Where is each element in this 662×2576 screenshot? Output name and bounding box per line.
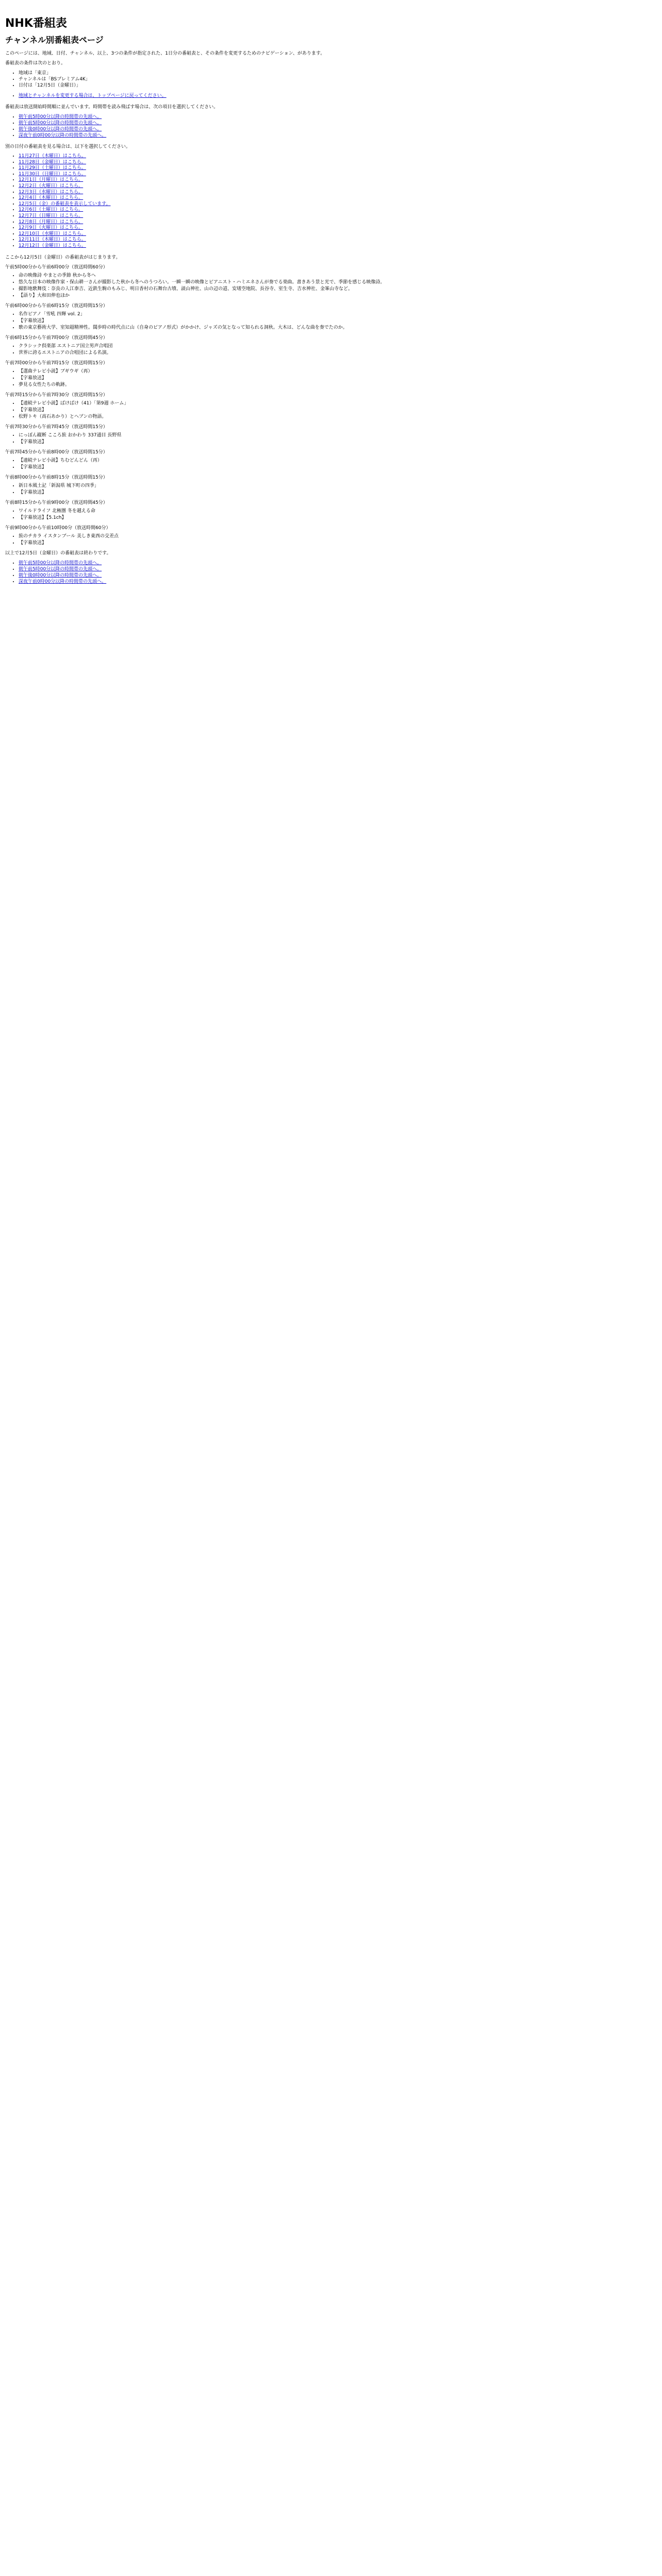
program-line: • 【字幕放送】 [19,407,657,413]
program-line: • 【字幕放送】 [19,540,657,546]
top-page-link[interactable]: 地域とチャンネルを変更する場合は、トップページに戻ってください。 [19,93,167,98]
program-line: • 歌の東京藝術大学、室知超精神性。闊歩時の時代点に山（自身のピアノ形式）がかかけ、ジャズの気となって知られる洞秋。大木は、どんな曲を奏でたのか。 [19,325,657,331]
program-entry [5,500,657,521]
time-nav-links [5,114,657,139]
program-time: 午前5時00分から午前6時00分（放送時間60分） [5,264,108,270]
program-line: • 命の映像詩 やまとの季節 秋から冬へ [19,273,657,279]
program-entry [5,303,657,331]
bottom-time-links [5,560,657,585]
bottom-link-item [19,572,657,579]
date-nav-note: 別の日付の番組表を見る場合は、以下を選択してください。 [5,144,131,149]
date-link-item [19,190,657,196]
date-link-item [19,237,657,243]
program-line: • 新日本風土記「新潟県 城下町の四季」 [19,483,657,489]
program-line: • 【連続テレビ小説】ばけばけ（41）「第9週 ホーム」 [19,400,657,406]
program-line: • にっぽん縦断 こころ旅 おかわり 337通目 長野県 [19,432,657,438]
program-body [5,432,657,445]
date-link-item [19,207,657,213]
bottom-link-item [19,560,657,566]
program-entry [5,264,657,299]
time-link-midnight[interactable]: 深夜午前0時00分以降の時間帯の先頭へ。 [19,133,107,138]
conditions-list [5,70,657,89]
program-line: • 【語り】大和田伸也ほか [19,293,657,299]
date-link[interactable]: 12月3日（水曜日）はこちら。 [19,189,84,195]
program-entry [5,335,657,356]
date-link[interactable]: 12月11日（木曜日）はこちら。 [19,237,86,243]
date-link[interactable]: 12月6日（土曜日）はこちら。 [19,207,84,213]
program-line: • 【連続テレビ小説】ちむどんどん（再） [19,457,657,464]
program-time: 午前9時00分から午前10時00分（放送時間60分） [5,525,111,531]
change-link-list [5,93,657,99]
bottom-link[interactable]: 朝午前5時00分以降の時間帯の先頭へ。 [19,566,102,572]
bottom-link[interactable]: 深夜午前0時00分以降の時間帯の先頭へ。 [19,579,107,584]
date-link-item [19,154,657,160]
program-entry [5,392,657,420]
condition-date: • 日付は「12月5日（金曜日）」 [19,82,657,89]
time-link-item [19,120,657,126]
program-body [5,273,657,299]
date-link[interactable]: 12月8日（月曜日）はこちら。 [19,219,84,225]
program-line: • 【字幕放送】 [19,489,657,496]
program-line: • 【字幕放送】 [19,318,657,324]
date-nav-links [5,154,657,249]
time-link-item [19,114,657,120]
date-link-item [19,213,657,219]
program-body [5,483,657,496]
time-nav-note: 番組表は放送開始時間順に並んでいます。時間帯を読み飛ばす場合は、次の項目を選択してください。 [5,105,219,110]
intro-text: このページには、地域、日付、チャンネル、以上、3つの条件が指定された、1日分の番組表と、その条件を変更するためのナビゲーション、があります。 [5,51,325,56]
program-line: • 悠久な日本の映像作家・保山耕一さんが撮影した秋から冬へのうつろい。一瞬一瞬の映像とピアニスト・ハミエネさんが奏でる楽曲。書きあう景と光で、季節を感じる映像詩。 [19,279,657,285]
date-link[interactable]: 12月7日（日曜日）はこちら。 [19,213,84,218]
program-entry [5,360,657,388]
change-link-item [19,93,657,99]
program-time: 午前7時30分から午前7時45分（放送時間15分） [5,424,108,430]
program-body [5,508,657,521]
program-time: 午前7時45分から午前8時00分（放送時間15分） [5,449,108,455]
date-link[interactable]: 11月30日（日曜日）はこちら。 [19,171,86,177]
program-entry [5,525,657,546]
date-link-item [19,177,657,183]
program-body [5,533,657,546]
program-line: • 旅のチカラ イスタンブール 美しき東西の交差点 [19,533,657,539]
bottom-link-item [19,579,657,585]
date-link-item [19,225,657,231]
page-title: NHK番組表 [5,17,67,30]
date-link[interactable]: 12月1日（月曜日）はこちら。 [19,177,84,183]
program-time: 午前6時00分から午前6時15分（放送時間15分） [5,303,108,309]
date-link-item [19,243,657,249]
program-line: • ワイルドライフ 北極圏 冬を越える命 [19,508,657,514]
page-subtitle: チャンネル別番組表ページ [5,35,104,45]
program-list [5,264,657,546]
date-link-current[interactable]: 12月5日（金）の番組表を表示しています。 [19,201,111,207]
program-line: • 【字幕放送】 [19,375,657,381]
program-time: 午前7時15分から午前7時30分（放送時間15分） [5,392,108,398]
conditions-heading: 番組表の条件は次のとおり。 [5,61,66,66]
date-link[interactable]: 11月28日（金曜日）はこちら。 [19,159,86,165]
program-line: • 【字幕放送】 [19,439,657,445]
time-link-morning-2[interactable]: 朝午前5時00分以降の時間帯の先頭へ。 [19,121,102,126]
program-entry [5,449,657,470]
date-link-item [19,172,657,178]
page-root [0,0,662,585]
program-entry [5,474,657,496]
program-body [5,368,657,388]
date-link[interactable]: 12月9日（火曜日）はこちら。 [19,225,84,231]
date-link-item [19,195,657,201]
list-start-note: ここから12月5日（金曜日）の番組表がはじまります。 [5,255,121,260]
time-link-item [19,126,657,132]
date-link-item [19,160,657,166]
program-body [5,400,657,420]
date-link[interactable]: 11月27日（木曜日）はこちら。 [19,154,86,159]
program-line: • 夢見る女性たちの軌跡。 [19,382,657,388]
bottom-link[interactable]: 朝午後0時00分以降の時間帯の先頭へ。 [19,572,102,578]
program-line: • 世界に誇るエストニアの合唱団による名演。 [19,350,657,356]
time-link-item [19,132,657,139]
date-link-item [19,231,657,238]
program-time: 午前8時15分から午前9時00分（放送時間45分） [5,500,108,505]
program-line: • 松野トキ（高石あかり）とヘブンの物語。 [19,414,657,420]
program-line: • 【選曲テレビ小説】ブギウギ（再） [19,368,657,375]
list-end-note: 以上で12月5日（金曜日）の番組表は終わりです。 [5,550,111,556]
program-time: 午前8時00分から午前8時15分（放送時間15分） [5,474,108,480]
time-link-morning[interactable]: 朝午前5時00分以降の時間帯の先頭へ。 [19,114,102,120]
program-line: • 【字幕放送】【5.1ch】 [19,515,657,521]
date-link-item [19,219,657,226]
program-line: • 【字幕放送】 [19,464,657,470]
condition-channel: • チャンネルは「BSプレミアム4K」 [19,76,657,82]
date-link-item [19,183,657,190]
date-link[interactable]: 12月12日（金曜日）はこちら。 [19,243,86,248]
program-entry [5,424,657,445]
program-line: • クラシック倶楽部 エストニア国立男声合唱団 [19,343,657,349]
date-link[interactable]: 11月29日（土曜日）はこちら。 [19,165,86,171]
program-body [5,311,657,331]
program-body [5,343,657,356]
program-body [5,457,657,470]
date-link[interactable]: 12月2日（火曜日）はこちら。 [19,183,84,189]
program-line: • 名作ピアノ「雪吼 四輝 vol. 2」 [19,311,657,317]
program-time: 午前6時15分から午前7時00分（放送時間45分） [5,335,108,341]
bottom-link-item [19,566,657,572]
condition-area: • 地域は「東京」 [19,70,657,76]
date-link[interactable]: 12月4日（木曜日）はこちら。 [19,195,84,201]
date-link-item [19,165,657,172]
bottom-link[interactable]: 朝午前5時00分以降の時間帯の先頭へ。 [19,560,102,566]
date-link-item [19,201,657,208]
date-link[interactable]: 12月10日（水曜日）はこちら。 [19,231,86,236]
time-link-afternoon[interactable]: 朝午後0時00分以降の時間帯の先頭へ。 [19,127,102,132]
program-time: 午前7時00分から午前7時15分（放送時間15分） [5,360,108,366]
program-line: • 撮影地歌舞伎：奈良の入江泰吉、近鉄生駒のもみじ、明日香村の石舞台古墳、談山神社、山の辺の道、安堵空地院、長谷寺、室生寺、吉水神社、金峯山寺など。 [19,286,657,292]
